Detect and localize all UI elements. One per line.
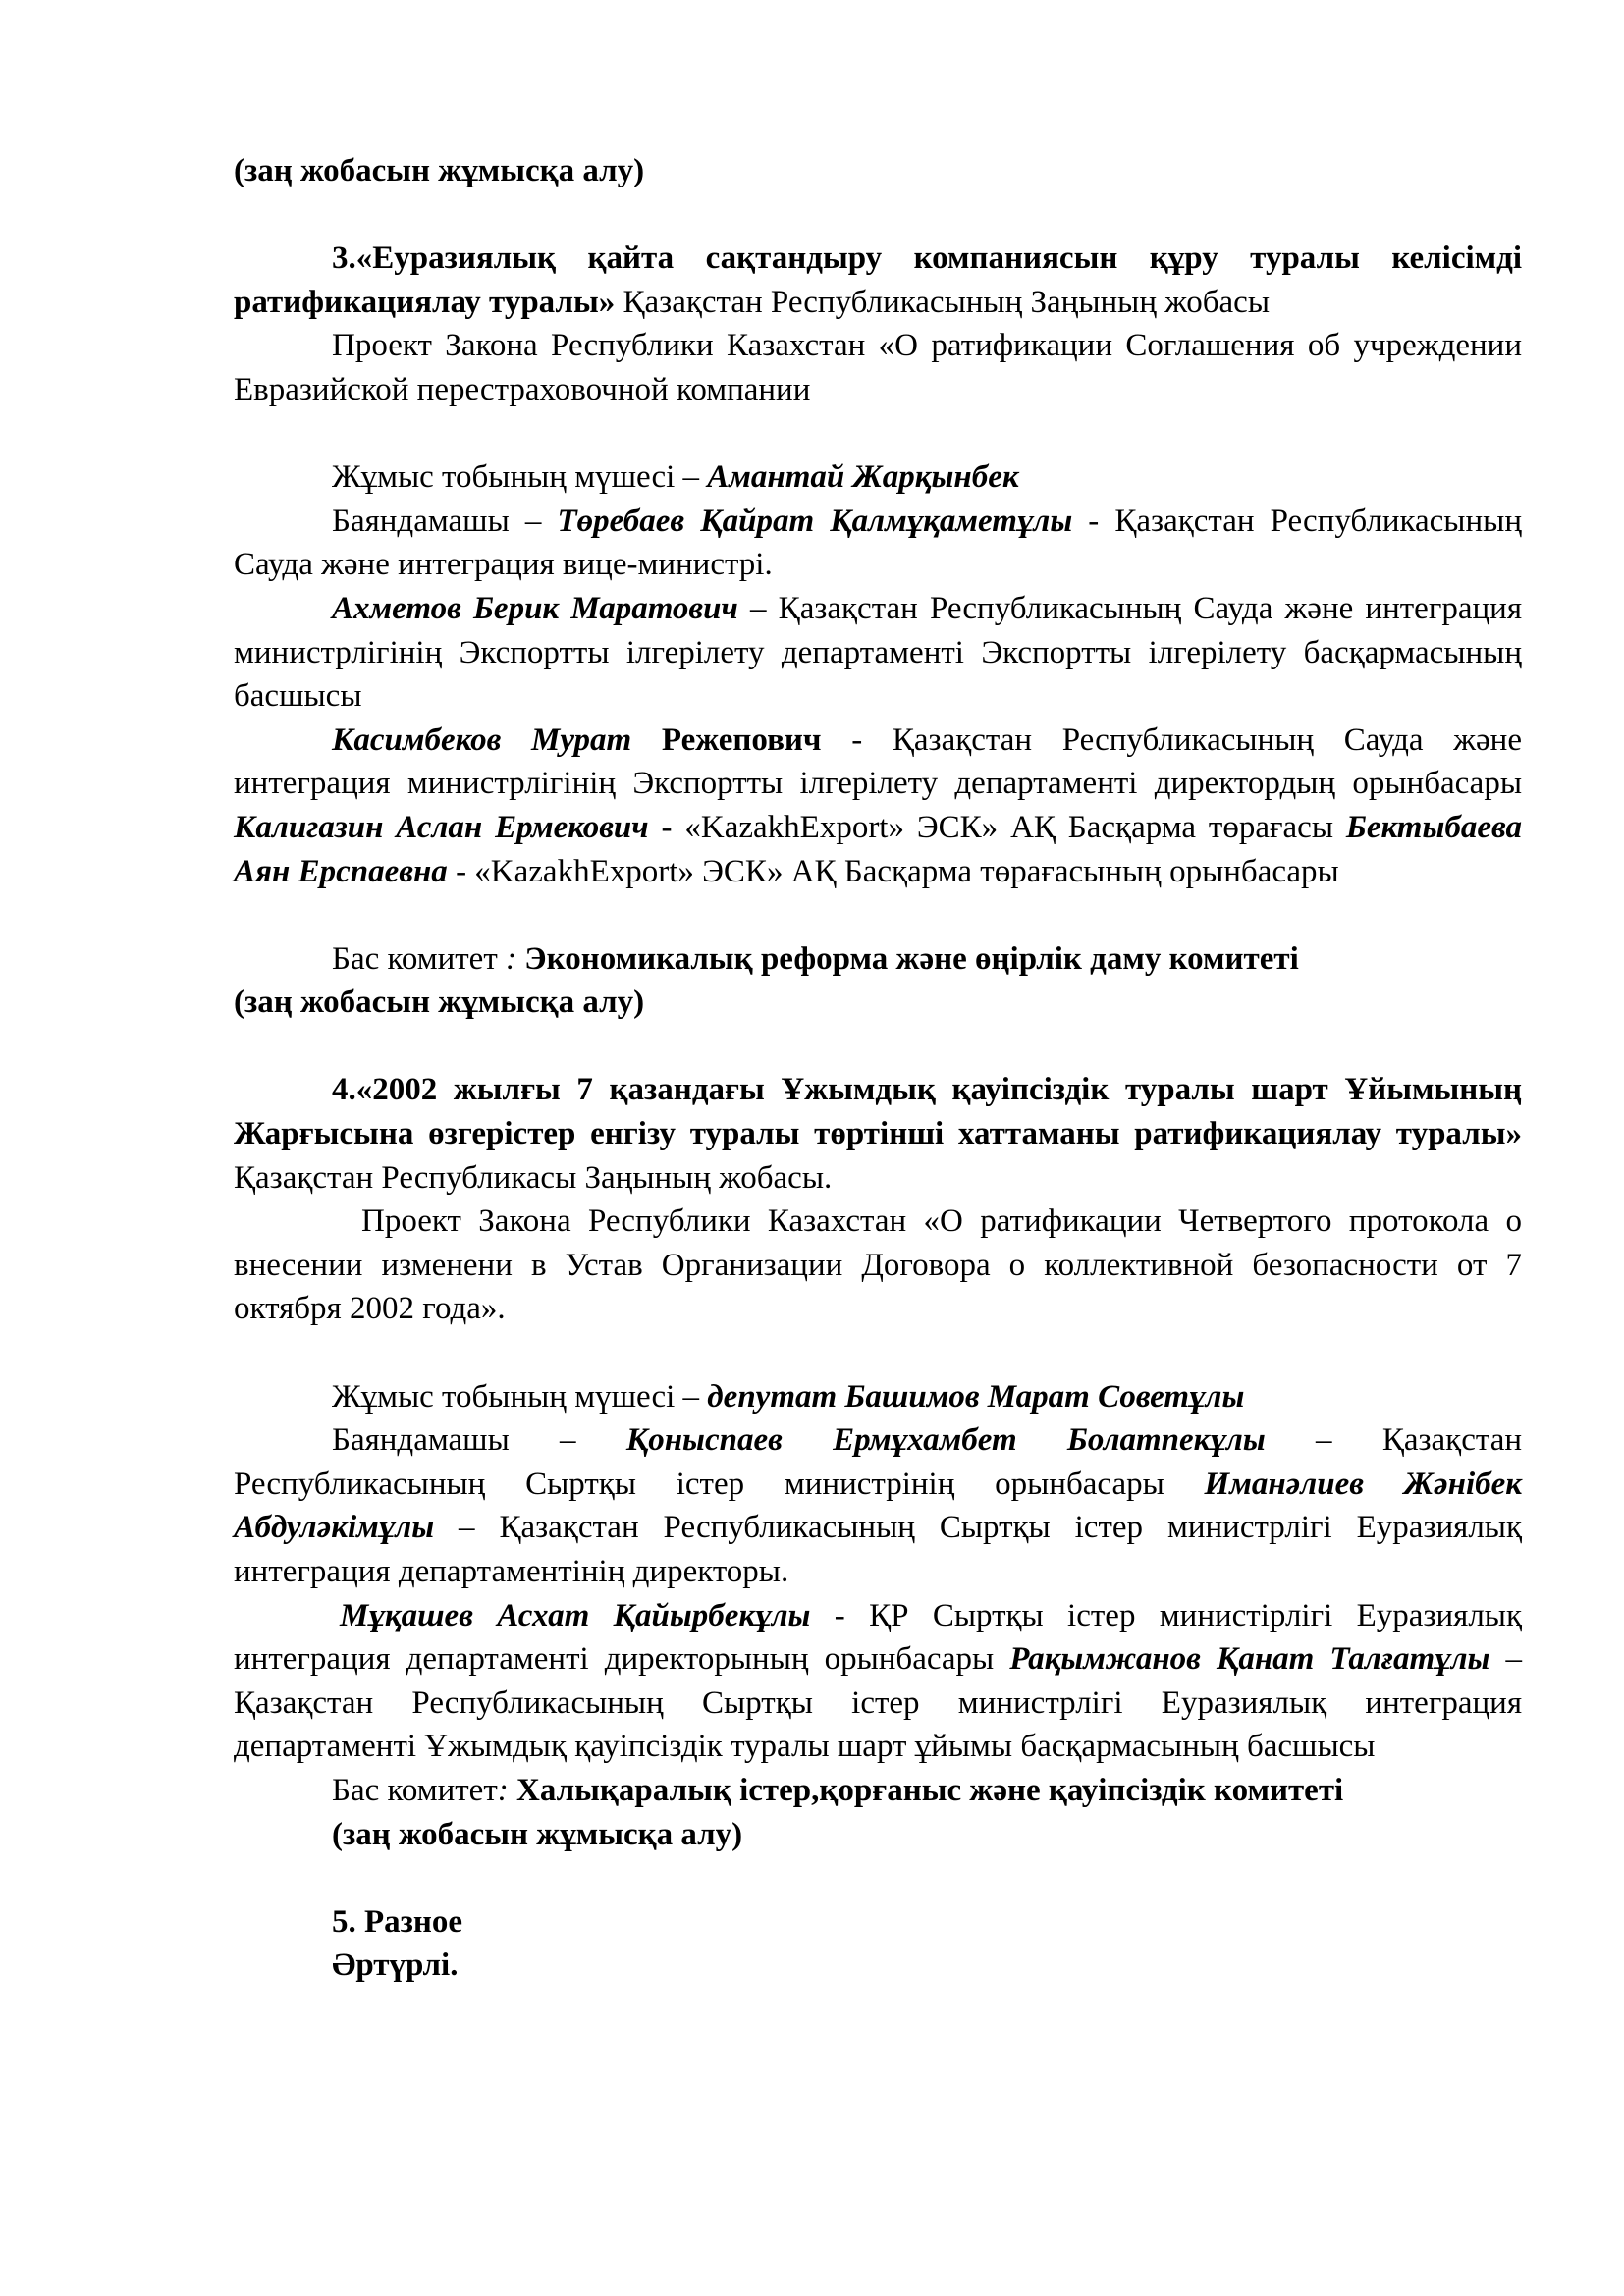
item-3-working-group: Жұмыс тобының мүшесі – Амантай Жарқынбек — [332, 459, 1019, 496]
item-3-reporter: Баяндамашы – Төребаев Қайрат Қалмұқаметұлы - Қазақстан Республикасының Сауда және интеграция вице-министрі. — [234, 503, 1522, 583]
item-3-committee: Бас комитет : Экономикалық реформа және өңірлік даму комитеті — [332, 940, 1299, 977]
section-note: (заң жобасын жұмысқа алу) — [234, 153, 645, 188]
item-3-title: 3.«Еуразиялық қайта сақтандыру компаниясын құру туралы келісімді ратификациялау туралы» Қазақстан Республикасының Заңының жобасы — [234, 240, 1522, 320]
item-3-committee-note: (заң жобасын жұмысқа алу) — [234, 985, 645, 1021]
item-3-persons-2-4: Касимбеков Мурат Режепович - Қазақстан Республикасының Сауда және интеграция министрлігінің Экспортты ілгерілету департаменті директордың орынбасары Калигазин Аслан Ермекович - «KazakhExport» ЭСК» АҚ Басқарма төрағасы Бектыбаева Аян Ерспаевна - «KazakhExport» ЭСК» АҚ Басқарма төрағасының орынбасары — [234, 721, 1522, 889]
document-body — [234, 149, 1522, 1988]
item-5-title-ru: 5. Разное — [332, 1903, 463, 1940]
item-4-committee: Бас комитет: Халықаралық істер,қорғаныс және қауіпсіздік комитеті — [332, 1772, 1344, 1808]
item-5-title-kz: Әртүрлі. — [332, 1948, 459, 1984]
item-4-committee-note: (заң жобасын жұмысқа алу) — [332, 1816, 743, 1852]
item-4-ru-project: Проект Закона Республики Казахстан «О ратификации Четвертого протокола о внесении изменени в Устав Организации Договора о коллективной безопасности от 7 октября 2002 года». — [234, 1203, 1522, 1327]
item-3-person-1: Ахметов Берик Маратович – Қазақстан Республикасының Сауда және интеграция министрлігінің Экспортты ілгерілету департаменті Экспортты ілгерілету басқармасының басшысы — [234, 590, 1522, 715]
item-4-title: 4.«2002 жылғы 7 қазандағы Ұжымдық қауіпсіздік туралы шарт Ұйымының Жарғысына өзгерістер енгізу туралы төртінші хаттаманы ратификациялау туралы» Қазақстан Республикасы Заңының жобасы. — [234, 1072, 1522, 1196]
item-3-ru-project: Проект Закона Республики Казахстан «О ратификации Соглашения об учреждении Евразийской перестраховочной компании — [234, 328, 1522, 407]
item-4-persons-2-3: Мұқашев Асхат Қайырбекұлы - ҚР Сыртқы істер министірлігі Еуразиялық интеграция департаменті директорының орынбасары Рақымжанов Қанат Талғатұлы – Қазақстан Республикасының Сыртқы істер министрлігі Еуразиялық интеграция департаменті Ұжымдық қауіпсіздік туралы шарт ұйымы басқармасының басшысы — [234, 1597, 1522, 1765]
item-4-working-group: Жұмыс тобының мүшесі – депутат Башимов Марат Советұлы — [332, 1378, 1245, 1415]
item-4-reporter: Баяндамашы – Қоныспаев Ермұхамбет Болатпекұлы – Қазақстан Республикасының Сыртқы істер министрінің орынбасары Иманәлиев Жәнібек Абдуләкімұлы – Қазақстан Республикасының Сыртқы істер министрлігі Еуразиялық интеграция департаментінің директоры. — [234, 1422, 1522, 1589]
